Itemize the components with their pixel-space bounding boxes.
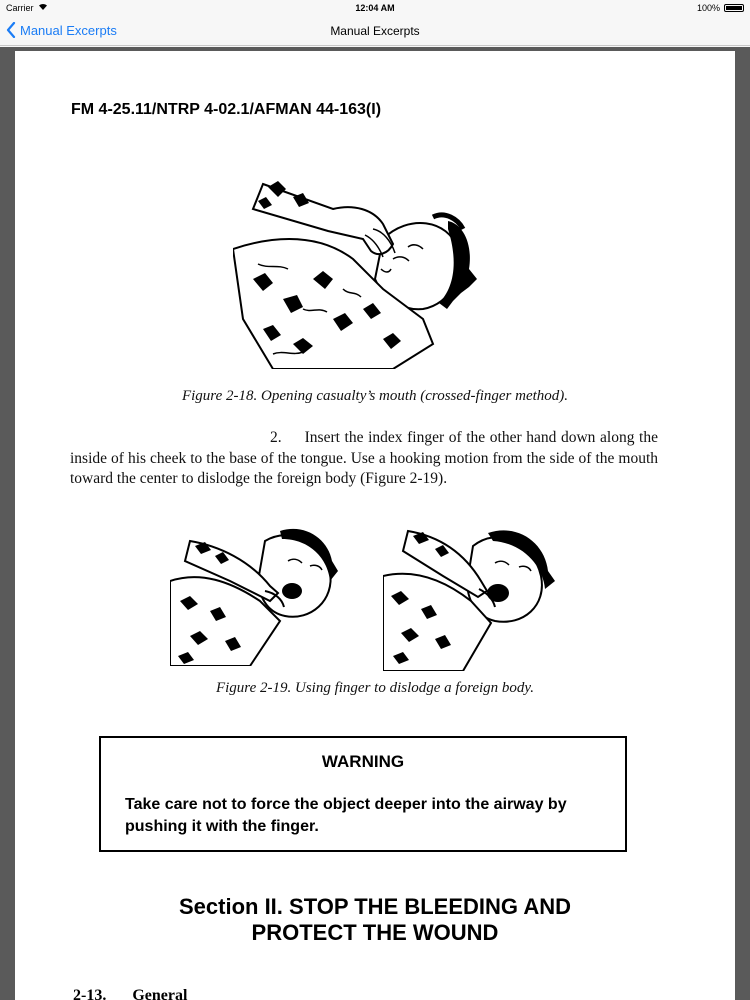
warning-box [99,736,627,852]
figure-2-18-caption: Figure 2-18. Opening casualty’s mouth (crossed-finger method). [181,388,569,404]
battery-icon [724,4,744,12]
warning-text: Take care not to force the object deeper into the airway by pushing it with the finger. [125,796,567,835]
section-title-line2: PROTECT THE WOUND [251,920,499,945]
battery-percent: 100% [696,3,720,13]
subsection-number: 2-13. [73,987,107,1000]
navigation-bar [0,16,750,46]
status-bar [0,0,750,16]
step-2-paragraph [70,428,658,490]
section-title [15,894,735,946]
clock-time: 12:04 AM [355,3,395,13]
document-viewer[interactable] [0,47,750,1000]
step-number: 2. [270,429,282,446]
section-title-line1: Section II. STOP THE BLEEDING AND [179,894,571,919]
subsection-title: General [132,987,188,1000]
warning-title: WARNING [321,752,405,771]
back-button-label: Manual Excerpts [20,22,117,38]
figure-2-19-left-illustration [170,521,345,666]
document-page [15,51,735,1000]
figure-2-19-caption: Figure 2-19. Using finger to dislodge a foreign body. [215,680,535,696]
figure-2-19-right-illustration [383,521,563,671]
nav-title: Manual Excerpts [330,24,420,38]
document-header: FM 4-25.11/NTRP 4-02.1/AFMAN 44-163(I) [71,101,382,118]
carrier-label: Carrier [6,3,34,13]
figure-2-18-illustration [233,169,503,369]
subsection-heading [73,987,187,1000]
step-text: Insert the index finger of the other hand down along the inside of his cheek to the base of the tongue. Use a hooking motion from the side of the mouth toward the center to dislodge the foreign body (Figure 2-19). [70,429,658,487]
